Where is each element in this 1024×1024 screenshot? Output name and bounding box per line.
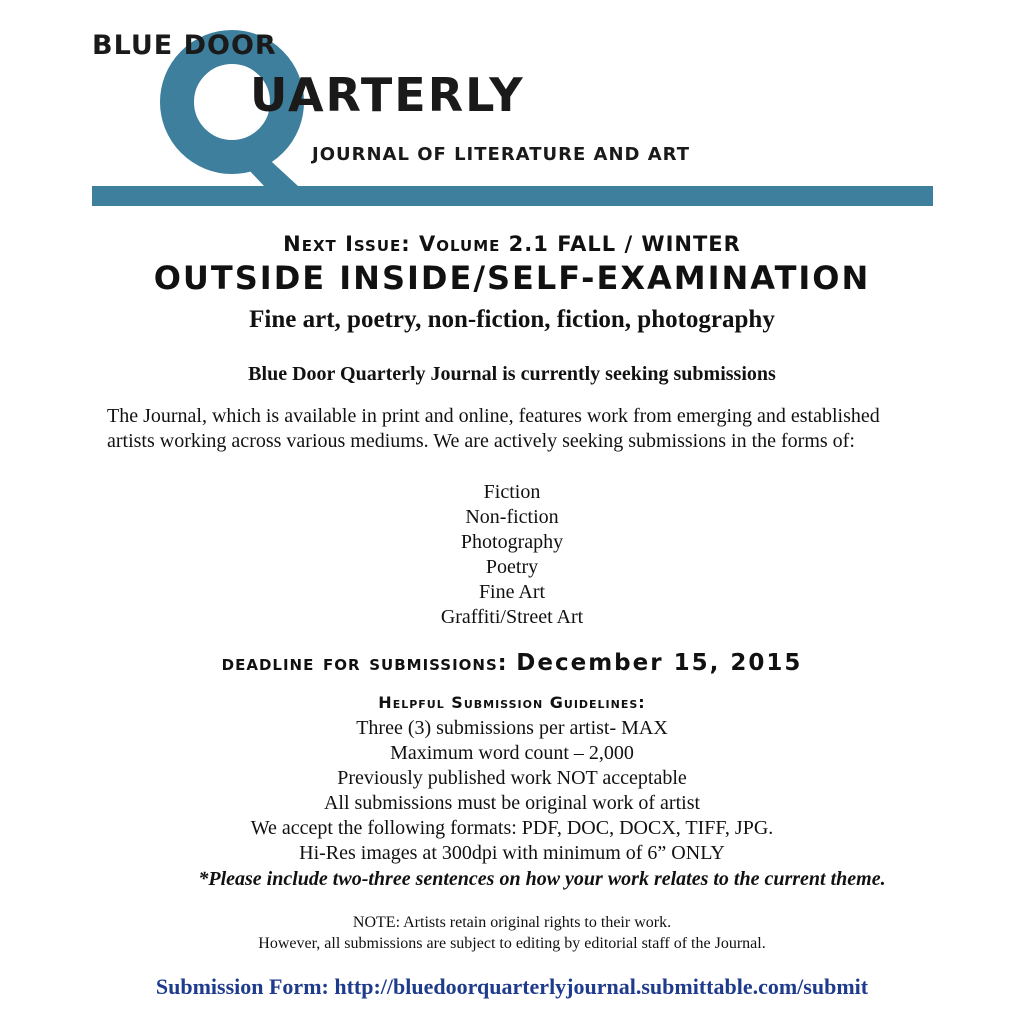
issue-subtitle: Fine art, poetry, non-fiction, fiction, photography <box>249 306 775 333</box>
header-divider-bar <box>92 186 933 206</box>
submission-form-label: Submission Form: <box>155 974 329 999</box>
theme-relation-note: *Please include two-three sentences on how your work relates to the current theme. <box>198 868 886 890</box>
submission-form-link[interactable]: http://bluedoorquarterlyjournal.submittable.com/submit <box>334 974 869 999</box>
next-issue-heading: Next Issue: Volume 2.1 FALL / WINTER <box>283 232 741 256</box>
issue-theme-title: OUTSIDE INSIDE/SELF-EXAMINATION <box>153 259 871 297</box>
list-item: Three (3) submissions per artist- MAX <box>356 717 668 739</box>
intro-paragraph: The Journal, which is available in print and online, features work from emerging and established artists working across various mediums. We are actively seeking submissions in the forms of: <box>107 405 880 452</box>
deadline-label: deadline for submissions <box>221 651 498 676</box>
list-item: All submissions must be original work of artist <box>323 792 701 814</box>
logo-blue-door: BLUE DOOR <box>92 30 277 61</box>
list-item: Fine Art <box>478 581 546 603</box>
list-item: Fiction <box>483 481 541 503</box>
list-item: Non-fiction <box>465 506 559 528</box>
list-item: Previously published work NOT acceptable <box>337 767 687 789</box>
logo-quarterly: UARTERLY <box>250 68 525 122</box>
list-item: Maximum word count – 2,000 <box>390 742 634 764</box>
seeking-submissions-heading: Blue Door Quarterly Journal is currently seeking submissions <box>248 363 776 385</box>
list-item: Poetry <box>485 556 539 578</box>
list-item: Hi-Res images at 300dpi with minimum of 6” ONLY <box>299 842 725 864</box>
deadline-separator: : <box>497 651 508 676</box>
guidelines-heading: Helpful Submission Guidelines: <box>378 693 646 712</box>
rights-note-line-1: NOTE: Artists retain original rights to their work. <box>352 914 672 931</box>
rights-note-line-2: However, all submissions are subject to editing by editorial staff of the Journal. <box>258 935 766 952</box>
deadline-line <box>0 650 1024 676</box>
rights-note <box>0 912 1024 954</box>
list-item: We accept the following formats: PDF, DOC, DOCX, TIFF, JPG. <box>250 817 774 839</box>
deadline-date: December 15, 2015 <box>516 650 803 676</box>
submission-form-line <box>0 974 1024 1000</box>
logo-tagline: JOURNAL OF LITERATURE AND ART <box>312 144 690 165</box>
submission-forms-list <box>0 480 1024 630</box>
list-item: Graffiti/Street Art <box>440 606 584 628</box>
list-item: Photography <box>460 531 564 553</box>
guidelines-list <box>0 716 1024 866</box>
